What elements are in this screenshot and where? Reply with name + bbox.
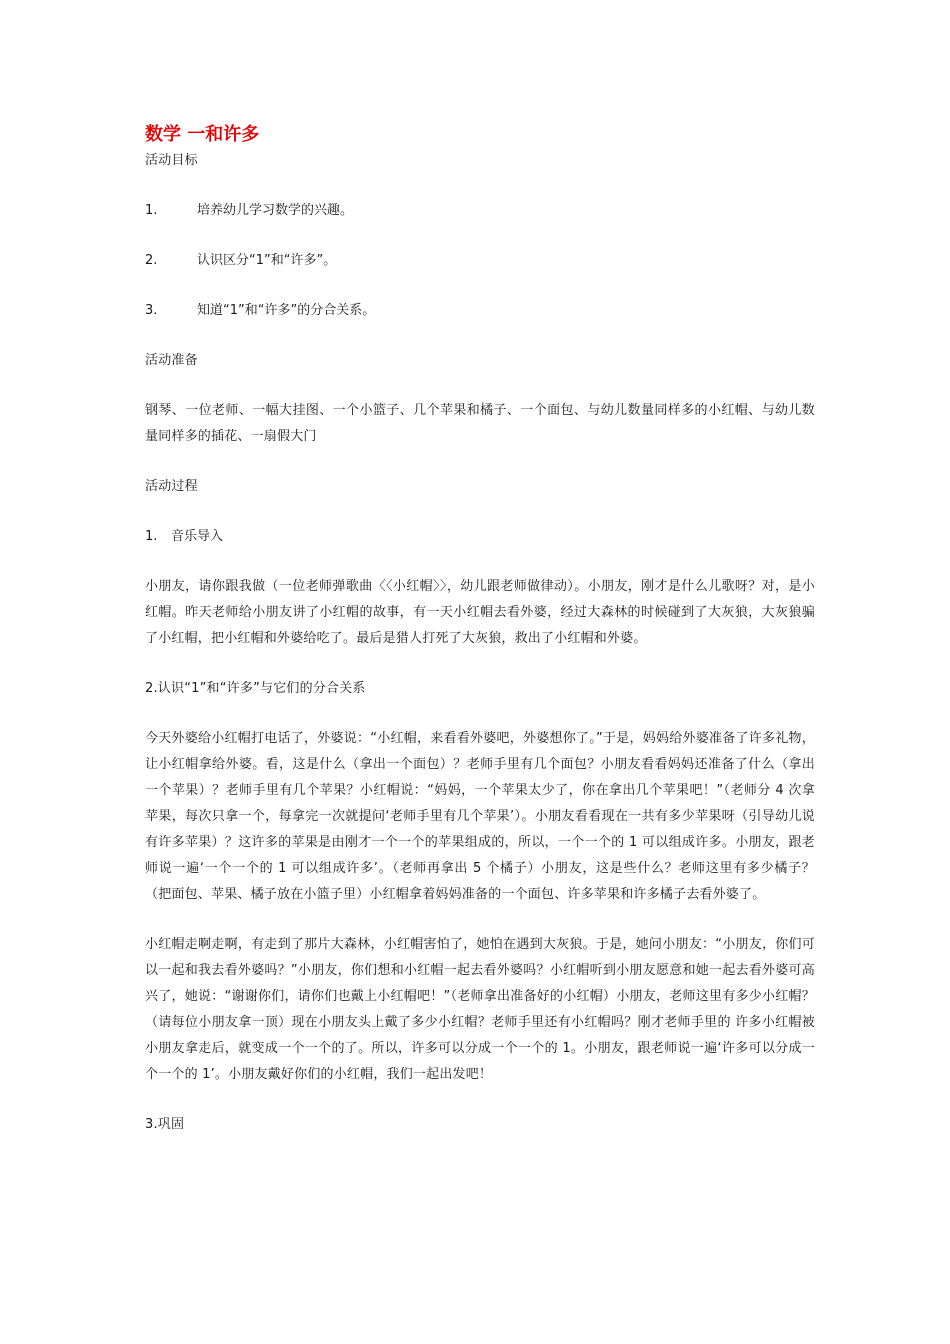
document-title: 数学 一和许多	[145, 124, 260, 145]
step-1-text: 音乐导入	[171, 529, 224, 544]
step-2-heading: 2.认识“1”和“许多”与它们的分合关系	[145, 681, 366, 696]
process-heading: 活动过程	[145, 479, 198, 494]
step-2-paragraph-1: 今天外婆给小红帽打电话了，外婆说：“小红帽，来看看外婆吧，外婆想你了。”于是，妈妈给外婆准备了许多礼物，让小红帽拿给外婆。看，这是什么（拿出一个面包）？老师手里有几个面包？小朋友看看妈妈还准备了什么（拿出一个苹果）？老师手里有几个苹果？小红帽说：“妈妈，一个苹果太少了，你在拿出几个苹果吧！”（老师分 4 次拿苹果，每次只拿一个，每拿完一次就提问‘老师手里有几个苹果’）。小朋友看看现在一共有多少苹果呀（引导幼儿说有许多苹果）？这许多的苹果是由刚才一个一个的苹果组成的，所以，一个一个的 1 可以组成许多。小朋友，跟老师说一遍‘一个一个的 1 可以组成许多’。（老师再拿出 5 个橘子）小朋友，这是些什么？老师这里有多少橘子？（把面包、苹果、橘子放在小篮子里）小红帽拿着妈妈准备的一个面包、许多苹果和许多橘子去看外婆了。	[145, 731, 815, 902]
goal-heading: 活动目标	[145, 153, 198, 168]
step-1-heading	[145, 524, 815, 550]
step-2-paragraph-2: 小红帽走啊走啊，有走到了那片大森林，小红帽害怕了，她怕在遇到大灰狼。于是，她问小朋友：“小朋友，你们可以一起和我去看外婆吗？”小朋友，你们想和小红帽一起去看外婆吗？小红帽听到小朋友愿意和她一起去看外婆可高兴了，她说：“谢谢你们，请你们也戴上小红帽吧！”（老师拿出准备好的小红帽）小朋友，老师这里有多少小红帽？（请每位小朋友拿一顶）现在小朋友头上戴了多少小红帽？老师手里还有小红帽吗？刚才老师手里的 许多小红帽被小朋友拿走后，就变成一个一个的了。所以，许多可以分成一个一个的 1。小朋友，跟老师说一遍‘许多可以分成一个一个的 1’。小朋友戴好你们的小红帽，我们一起出发吧！	[145, 937, 815, 1082]
goal-item-1-text: 培养幼儿学习数学的兴趣。	[197, 203, 354, 218]
goal-item-3-text: 知道“1”和“许多”的分合关系。	[197, 303, 376, 318]
goal-item-1-number: 1.	[145, 203, 158, 218]
goal-item-1	[145, 198, 815, 224]
document-page	[145, 122, 815, 1138]
goal-item-2	[145, 248, 815, 274]
step-3-heading: 3.巩固	[145, 1117, 185, 1132]
goal-item-3	[145, 298, 815, 324]
prep-text: 钢琴、一位老师、一幅大挂图、一个小篮子、几个苹果和橘子、一个面包、与幼儿数量同样多的小红帽、与幼儿数量同样多的插花、一扇假大门	[145, 403, 815, 444]
step-1-paragraph: 小朋友，请你跟我做（一位老师弹歌曲〈〈小红帽〉〉，幼儿跟老师做律动）。小朋友，刚才是什么儿歌呀？对，是小红帽。昨天老师给小朋友讲了小红帽的故事，有一天小红帽去看外婆，经过大森林的时候碰到了大灰狼，大灰狼骗了小红帽，把小红帽和外婆给吃了。最后是猎人打死了大灰狼，救出了小红帽和外婆。	[145, 579, 815, 646]
goal-item-2-text: 认识区分“1”和“许多”。	[197, 253, 337, 268]
goal-item-2-number: 2.	[145, 253, 158, 268]
prep-heading: 活动准备	[145, 353, 198, 368]
goal-item-3-number: 3.	[145, 303, 158, 318]
step-1-number: 1.	[145, 529, 158, 544]
